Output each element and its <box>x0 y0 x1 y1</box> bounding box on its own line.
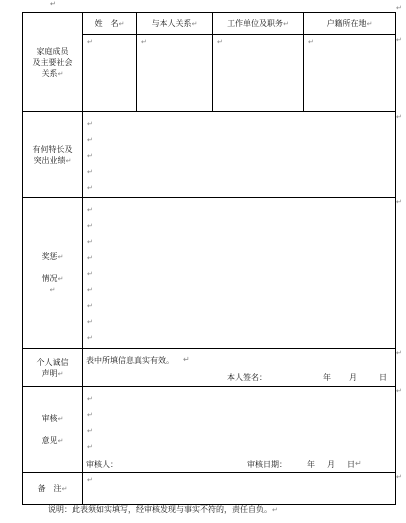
integrity-content-cell[interactable] <box>83 349 396 387</box>
awards-label-line-1: 奖惩 <box>41 252 58 261</box>
paragraph-mark: ↵ <box>87 476 93 484</box>
paragraph-mark: ↵ <box>118 20 125 28</box>
header-work-text: 工作单位及职务 <box>227 19 284 28</box>
paragraph-mark: ↵ <box>87 152 93 160</box>
review-day-label: 日 <box>347 460 355 469</box>
paragraph-mark: ↵ <box>272 506 278 514</box>
specialty-label-cell <box>23 112 83 198</box>
signature-month-label: 月 <box>349 373 357 382</box>
paragraph-mark: ↵ <box>87 427 93 435</box>
paragraph-mark: ↵ <box>61 485 68 493</box>
review-label-line-1: 审核 <box>41 414 58 423</box>
paragraph-mark: ↵ <box>87 120 93 128</box>
paragraph-mark: ↵ <box>396 349 402 357</box>
paragraph-mark: ↵ <box>87 318 93 326</box>
paragraph-mark: ↵ <box>87 206 93 214</box>
remarks-label-cell <box>23 473 83 505</box>
paragraph-mark: ↵ <box>183 355 190 364</box>
family-work-cell[interactable] <box>213 35 304 112</box>
family-residence-cell[interactable] <box>304 35 396 112</box>
paragraph-mark: ↵ <box>366 20 373 28</box>
family-members-label-cell <box>23 13 83 112</box>
footnote-text: 说明：此表须如实填写，经审核发现与事实不符的，责任自负。 <box>48 505 272 514</box>
family-members-label-line-1: 家庭成员 <box>36 46 69 56</box>
review-content-cell[interactable] <box>83 387 396 473</box>
paragraph-mark: ↵ <box>87 168 93 176</box>
header-relation-text: 与本人关系 <box>151 19 192 28</box>
paragraph-mark: ↵ <box>87 411 93 419</box>
integrity-label-line-2: 声明 <box>41 368 58 378</box>
paragraph-mark: ↵ <box>396 198 402 206</box>
header-relation <box>137 13 213 35</box>
family-name-cell[interactable] <box>83 35 137 112</box>
signature-label: 本人签名： <box>227 373 267 382</box>
paragraph-mark: ↵ <box>87 395 93 403</box>
specialty-label-line-2: 突出业绩 <box>33 155 66 165</box>
review-label-cell <box>23 387 83 473</box>
awards-label-line-2: 情况 <box>41 274 58 283</box>
paragraph-mark: ↵ <box>87 238 93 246</box>
paragraph-mark: ↵ <box>396 473 402 481</box>
family-members-label-line-3: 关系 <box>41 68 58 78</box>
header-name-text: 姓 名 <box>94 19 119 28</box>
awards-content-cell[interactable] <box>83 198 396 349</box>
paragraph-mark: ↵ <box>87 136 93 144</box>
review-month-label: 月 <box>327 460 335 469</box>
paragraph-mark: ↵ <box>49 286 56 294</box>
paragraph-mark: ↵ <box>355 459 362 468</box>
review-date-label: 审核日期： <box>247 460 287 469</box>
paragraph-mark: ↵ <box>87 334 93 342</box>
reviewer-label: 审核人： <box>86 460 118 469</box>
info-table <box>22 12 396 505</box>
paragraph-mark: ↵ <box>57 275 64 283</box>
paragraph-mark: ↵ <box>191 20 198 28</box>
paragraph-mark: ↵ <box>396 4 402 12</box>
family-members-label-line-2: 及主要社会 <box>32 57 73 67</box>
remarks-content-cell[interactable] <box>83 473 396 505</box>
paragraph-mark: ↵ <box>308 38 314 46</box>
paragraph-mark: ↵ <box>87 222 93 230</box>
integrity-statement: 表中所填信息真实有效。 <box>86 356 174 365</box>
remarks-label: 备 注 <box>37 484 62 493</box>
review-year-label: 年 <box>307 460 315 469</box>
paragraph-mark: ↵ <box>217 38 223 46</box>
header-residence-text: 户籍所在地 <box>326 19 367 28</box>
awards-label-cell <box>23 198 83 349</box>
specialty-content-cell[interactable] <box>83 112 396 198</box>
signature-day-label: 日 <box>379 373 387 382</box>
header-residence <box>304 13 396 35</box>
paragraph-mark: ↵ <box>50 0 56 8</box>
paragraph-mark: ↵ <box>57 369 64 378</box>
paragraph-mark: ↵ <box>283 20 289 28</box>
paragraph-mark: ↵ <box>87 443 93 451</box>
paragraph-mark: ↵ <box>57 437 64 445</box>
paragraph-mark: ↵ <box>396 387 402 395</box>
paragraph-mark: ↵ <box>87 270 93 278</box>
integrity-label-line-1: 个人诚信 <box>36 357 69 367</box>
paragraph-mark: ↵ <box>396 113 402 121</box>
paragraph-mark: ↵ <box>87 38 93 46</box>
paragraph-mark: ↵ <box>396 36 402 44</box>
review-label-line-2: 意见 <box>41 436 58 445</box>
integrity-label-cell <box>23 349 83 387</box>
paragraph-mark: ↵ <box>57 69 64 78</box>
paragraph-mark: ↵ <box>57 253 64 261</box>
family-relation-cell[interactable] <box>137 35 213 112</box>
paragraph-mark: ↵ <box>87 302 93 310</box>
specialty-label-line-1: 有何特长及 <box>32 144 73 154</box>
paragraph-mark: ↵ <box>87 286 93 294</box>
footnote <box>48 504 278 515</box>
paragraph-mark: ↵ <box>141 38 147 46</box>
paragraph-mark: ↵ <box>57 415 64 423</box>
signature-year-label: 年 <box>323 373 331 382</box>
header-work <box>213 13 304 35</box>
header-name <box>83 13 137 35</box>
paragraph-mark: ↵ <box>65 156 72 165</box>
paragraph-mark: ↵ <box>87 184 93 192</box>
paragraph-mark: ↵ <box>87 254 93 262</box>
